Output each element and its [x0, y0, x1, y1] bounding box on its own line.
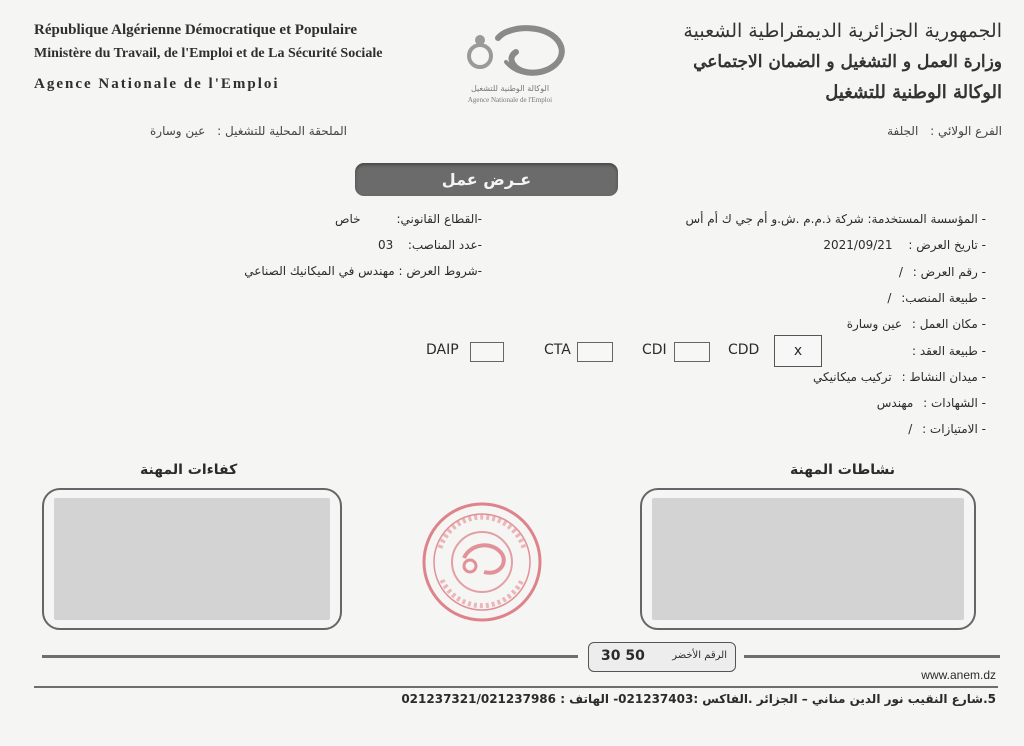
field-workplace-label: - مكان العمل : — [911, 317, 986, 331]
skills-heading: كفاءات المهنة — [140, 462, 238, 478]
field-date-value: 2021/09/21 — [823, 238, 893, 252]
header-fr-line2: Ministère du Travail, de l'Emploi et de La Sécurité Sociale — [34, 46, 383, 61]
field-privileges — [826, 422, 986, 436]
header-ar-line2: وزارة العمل و التشغيل و الضمان الاجتماعي — [693, 52, 1002, 72]
contract-daip-label: DAIP — [426, 342, 459, 358]
field-conditions-label: -شروط العرض : — [398, 264, 482, 278]
official-stamp — [420, 500, 544, 624]
header-ar-line3: الوكالة الوطنية للتشغيل — [825, 82, 1002, 103]
website-link[interactable]: www.anem.dz — [921, 668, 996, 682]
offer-title-bar — [355, 163, 618, 196]
skills-panel — [42, 488, 342, 630]
activities-panel-content — [652, 498, 964, 620]
contract-cta-checkbox[interactable] — [577, 342, 613, 362]
branch-local-value: عين وسارة — [150, 124, 206, 138]
field-conditions-value: مهندس في الميكانيك الصناعي — [244, 264, 395, 278]
field-privileges-label: - الامتيازات : — [922, 422, 986, 436]
footer-line-right — [744, 655, 1000, 658]
field-diplomas — [826, 396, 986, 410]
field-sector-value: خاص — [335, 212, 361, 226]
field-sector-label: -القطاع القانوني: — [396, 212, 482, 226]
field-sector — [250, 212, 482, 226]
field-workplace-value: عين وسارة — [846, 317, 903, 331]
field-privileges-value: / — [908, 422, 913, 436]
footer-line-left — [42, 655, 578, 658]
branch-wilaya-value: الجلفة — [887, 124, 919, 138]
contract-cdd-label: CDD — [728, 342, 760, 358]
logo-text-fr: Agence Nationale de l'Emploi — [467, 96, 553, 104]
field-activity-value: تركيب ميكانيكي — [812, 370, 892, 384]
header-fr-line3: Agence Nationale de l'Emploi — [34, 76, 280, 92]
field-diplomas-value: مهندس — [876, 396, 914, 410]
field-positions-label: -عدد المناصب: — [407, 238, 482, 252]
contract-cdd-mark: x — [793, 343, 803, 359]
logo-text-ar: الوكالة الوطنية للتشغيل — [470, 84, 550, 93]
field-contract-label-row — [866, 344, 986, 358]
footer-rule — [34, 686, 998, 688]
activities-panel — [640, 488, 976, 630]
anem-logo — [440, 18, 580, 110]
field-date-label: - تاريخ العرض : — [908, 238, 986, 252]
activities-heading: نشاطات المهنة — [790, 462, 896, 478]
contract-cdi-label: CDI — [642, 342, 667, 358]
field-offer-no-value: / — [898, 265, 903, 279]
official-stamp-icon — [420, 500, 544, 624]
field-post-type-label: - طبيعة المنصب: — [901, 291, 986, 305]
anem-logo-icon — [440, 18, 580, 88]
field-diplomas-label: - الشهادات : — [923, 396, 986, 410]
field-activity — [746, 370, 986, 384]
branch-wilaya — [887, 124, 1002, 138]
field-contract-label: - طبيعة العقد : — [912, 344, 986, 358]
contract-cdi-checkbox[interactable] — [674, 342, 710, 362]
contract-cdd-checkbox[interactable] — [774, 335, 822, 367]
field-offer-no-label: - رقم العرض : — [912, 265, 986, 279]
field-workplace — [806, 317, 986, 331]
branch-local — [150, 124, 347, 138]
header-ar-line1: الجمهورية الجزائرية الديمقراطية الشعبية — [683, 20, 1002, 42]
field-positions — [300, 238, 482, 252]
branch-local-label: الملحقة المحلية للتشغيل : — [217, 124, 347, 138]
field-positions-value: 03 — [378, 238, 394, 252]
field-employer-value: شركة ذ.م.م .ش.و أم جي ك أم أس — [685, 212, 864, 226]
contract-daip-checkbox[interactable] — [470, 342, 504, 362]
green-number-box — [588, 642, 736, 672]
field-conditions — [210, 264, 482, 278]
field-employer — [656, 212, 986, 226]
field-activity-label: - ميدان النشاط : — [901, 370, 986, 384]
field-employer-label: - المؤسسة المستخدمة: — [867, 212, 986, 226]
branch-wilaya-label: الفرع الولائي : — [930, 124, 1002, 138]
field-offer-no — [826, 265, 986, 279]
offer-title: عـرض عمل — [441, 170, 532, 189]
field-post-type-value: / — [887, 291, 892, 305]
green-number-label: الرقم الأخضر — [672, 650, 727, 661]
contract-cta-label: CTA — [544, 342, 571, 358]
header-fr-line1: République Algérienne Démocratique et Populaire — [34, 22, 358, 38]
field-date — [766, 238, 986, 252]
green-number-value: 30 50 — [601, 648, 645, 664]
field-post-type — [826, 291, 986, 305]
footer-address: 5.شارع النقيب نور الدين مناني – الجزائر .الفاكس :021237403- الهاتف : 021237321/021237986 — [401, 692, 996, 706]
skills-panel-content — [54, 498, 330, 620]
